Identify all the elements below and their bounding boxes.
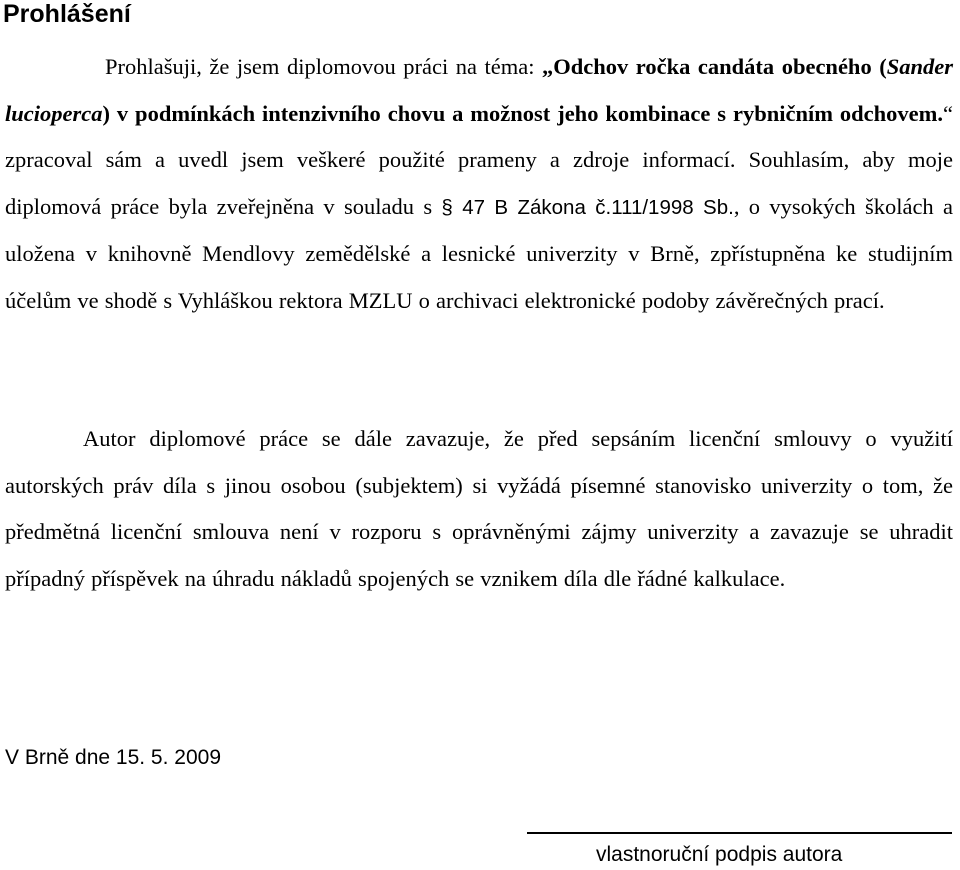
declaration-text-2: , o vysokých školách a uložena v knihovně Mendlovy zemědělské a lesnické univerzity v Brně, zpřístupněna ke studijním účelům ve shodě s Vyhláškou rektora MZLU o archivaci elektronické podoby závěrečných prací. [5, 193, 953, 313]
page-title: Prohlášení [3, 0, 131, 28]
signature-label: vlastnoruční podpis autora [596, 843, 843, 866]
obligation-paragraph: Autor diplomové práce se dále zavazuje, že před sepsáním licenční smlouvy o využití autorských práv díla s jinou osobou (subjektem) si vyžádá písemné stanovisko univerzity o tom, že předmětná licenční smlouva není v rozporu s oprávněnými zájmy univerzity a zavazuje se uhradit případný příspěvek na úhradu nákladů spojených se vznikem díla dle řádné kalkulace. [5, 426, 953, 591]
thesis-title-part2: ) v podmínkách intenzivního chovu a možnost jeho kombinace s rybničním odchovem. [102, 100, 943, 126]
declaration-text-1: zpracoval sám a uvedl jsem veškeré použité prameny a zdroje informací. Souhlasím, aby moje diplomová práce byla zveřejněna v souladu s [5, 147, 953, 219]
title-close-quote: “ [943, 100, 953, 126]
declaration-paragraph [5, 44, 953, 324]
signature-line [527, 832, 952, 834]
declaration-intro: Prohlašuji, že jsem diplomovou práci na téma: [105, 54, 542, 79]
thesis-title-latin-name: Sander lucioperca [5, 54, 953, 126]
thesis-title-part1: Odchov ročka candáta obecného ( [553, 54, 887, 79]
law-reference: § 47 B Zákona č.111/1998 Sb. [441, 195, 734, 219]
date-line: V Brně dne 15. 5. 2009 [5, 746, 221, 769]
title-open-quote: „ [542, 54, 554, 79]
